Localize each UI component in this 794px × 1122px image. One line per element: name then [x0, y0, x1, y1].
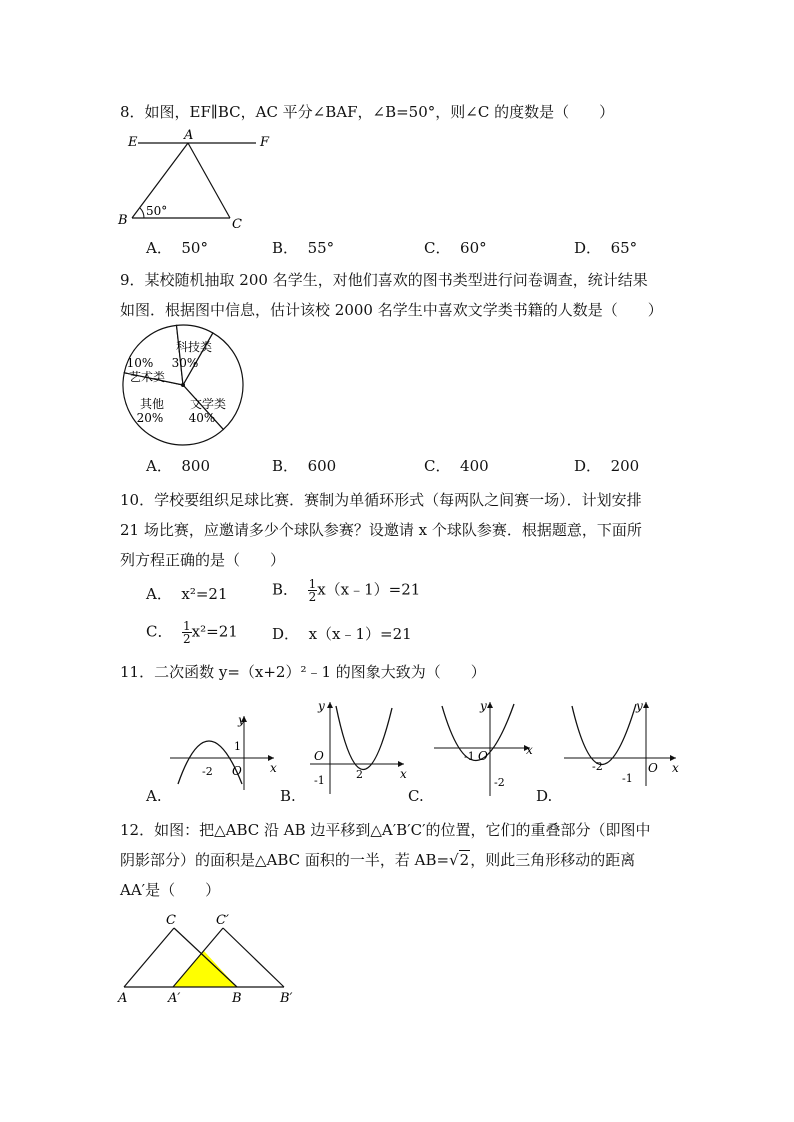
q8-angle-arc [140, 208, 144, 218]
q9-option-d: D． 200 [574, 457, 640, 475]
q9-option-b: B． 600 [272, 457, 337, 475]
svg-text:x: x [526, 743, 533, 757]
svg-text:y: y [636, 699, 643, 713]
q12-stem-line1: 12．如图：把△ABC 沿 AB 边平移到△A′B′C′的位置，它们的重叠部分（即图中 [120, 821, 651, 839]
svg-text:-2: -2 [592, 760, 603, 773]
q11-option-a-letter: A. [146, 787, 162, 805]
q10-stem-line1: 10．学校要组织足球比赛．赛制为单循环形式（每两队之间赛一场）．计划安排 [120, 491, 642, 509]
q8-option-a: A． 50° [146, 239, 208, 257]
q8-option-b: B． 55° [272, 239, 335, 257]
q10-option-b-fraction: $\frac{1}{2}$ [308, 577, 317, 604]
svg-text:O: O [314, 749, 324, 763]
q8-label-c: C [232, 217, 242, 232]
q8-label-b: B [118, 213, 128, 228]
pie-label-keji: 科技类 [175, 340, 213, 354]
q9-stem-line1: 9．某校随机抽取 200 名学生，对他们喜欢的图书类型进行问卷调查，统计结果 [120, 271, 648, 289]
q10-option-a: A． x²=21 [146, 585, 228, 603]
svg-text:B′: B′ [280, 991, 293, 1006]
pie-center-dot [181, 383, 185, 387]
pie-label-wenxue: 文学类 [189, 397, 227, 411]
q8-side-ac [188, 143, 230, 218]
q10-stem-line2: 21 场比赛，应邀请多少个球队参赛？设邀请 x 个球队参赛．根据题意，下面所 [120, 521, 642, 539]
q8-label-a: A [184, 128, 194, 143]
q11-graph-c [430, 698, 540, 798]
q9-pie-chart [120, 322, 260, 452]
pie-pct-qita: 20% [136, 411, 164, 425]
q10-option-c-fraction: $\frac{1}{2}$ [183, 619, 191, 646]
q9-stem-line2: 如图．根据图中信息，估计该校 2000 名学生中喜欢文学类书籍的人数是（ ） [120, 301, 663, 319]
svg-text:A′: A′ [168, 991, 181, 1006]
q10-option-c: C． $\frac{1}{2}$ x²=21 [146, 619, 238, 646]
q11-option-b-letter: B. [280, 787, 296, 805]
pie-pct-wenxue: 40% [188, 411, 216, 425]
q11-option-d-letter: D. [536, 787, 553, 805]
svg-text:-1: -1 [464, 750, 475, 763]
q8-label-e: E [128, 135, 138, 150]
q8-stem: 8．如图，EF∥BC，AC 平分∠BAF，∠B=50°，则∠C 的度数是（ ） [120, 103, 615, 121]
q8-label-f: F [260, 135, 270, 150]
svg-text:x: x [400, 767, 407, 781]
q8-angle-label: 50° [146, 204, 168, 218]
q11-stem: 11．二次函数 y=（x+2）²﹣1 的图象大致为（ ） [120, 663, 486, 681]
svg-text:-1: -1 [622, 772, 633, 785]
svg-text:y: y [238, 713, 245, 727]
q8-option-c: C． 60° [424, 239, 487, 257]
svg-text:C: C [166, 913, 176, 928]
q10-stem-line3: 列方程正确的是（ ） [120, 551, 286, 569]
q11-option-c-letter: C. [408, 787, 424, 805]
q11-graph-a [170, 712, 280, 792]
svg-text:y: y [480, 699, 487, 713]
sqrt-icon: √ [449, 851, 459, 869]
svg-text:A: A [118, 991, 128, 1006]
svg-text:O: O [648, 761, 658, 775]
q12-side-c2b2 [223, 928, 284, 987]
svg-text:O: O [478, 749, 488, 763]
svg-text:C′: C′ [216, 913, 229, 928]
q10-option-b: B． $\frac{1}{2}$ x（x﹣1）=21 [272, 577, 421, 604]
pie-pct-yishu: 10% [126, 356, 154, 370]
svg-text:x: x [270, 761, 277, 775]
q8-figure [118, 128, 278, 238]
q12-stem-line2: 阴影部分）的面积是△ABC 面积的一半，若 AB=√2，则此三角形移动的距离 [120, 851, 636, 869]
q10-option-d: D． x（x﹣1）=21 [272, 625, 412, 643]
q12-side-ac [124, 928, 174, 987]
svg-text:O: O [232, 764, 242, 778]
svg-text:2: 2 [356, 768, 363, 781]
svg-text:y: y [318, 699, 325, 713]
pie-label-qita: 其他 [139, 397, 165, 411]
svg-text:-2: -2 [202, 765, 213, 778]
q8-option-d: D． 65° [574, 239, 638, 257]
svg-text:x: x [672, 761, 679, 775]
svg-text:-1: -1 [314, 774, 325, 787]
q9-option-a: A． 800 [146, 457, 211, 475]
q11-graph-b [300, 698, 410, 798]
q12-figure [116, 910, 306, 1010]
pie-pct-keji: 30% [171, 356, 199, 370]
q9-option-c: C． 400 [424, 457, 489, 475]
pie-label-yishu: 艺术类 [128, 370, 166, 384]
svg-text:-2: -2 [494, 776, 505, 789]
q12-stem-line3: AA′是（ ） [120, 881, 221, 899]
svg-text:1: 1 [234, 740, 241, 753]
sqrt-value: 2 [459, 851, 470, 869]
q11-graph-d [560, 698, 680, 788]
svg-text:B: B [232, 991, 242, 1006]
